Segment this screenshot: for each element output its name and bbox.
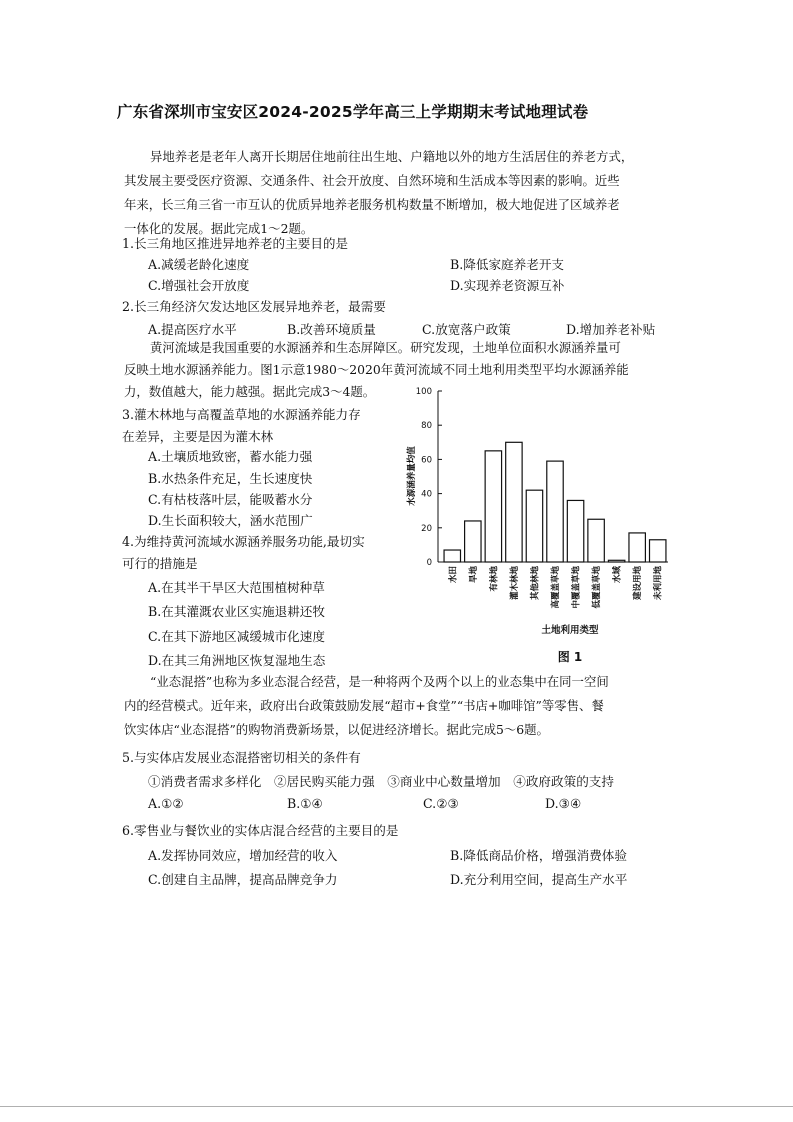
question-3-option-c[interactable]: C.有枯枝落叶层，能吸蓄水分 (148, 492, 313, 507)
passage-line: 异地养老是老年人离开长期居住地前往出生地、户籍地以外的地方生活居住的养老方式， (150, 149, 634, 164)
x-axis-label: 土地利用类型 (541, 625, 599, 636)
x-tick-label: 水域 (612, 566, 623, 584)
question-5-option-a[interactable]: A.①② (148, 796, 184, 811)
y-axis-label-group (406, 446, 417, 506)
passage-3 (124, 670, 609, 742)
passage-line: 其发展主要受医疗资源、交通条件、社会开放度、自然环境和生活成本等因素的影响。近些 (124, 173, 620, 188)
figure-caption: 图 1 (557, 650, 583, 664)
page-title: 广东省深圳市宝安区2024-2025学年高三上学期期末考试地理试卷 (117, 103, 589, 121)
y-axis-label: 水源涵养量均值 (407, 446, 417, 506)
passage-line: 力，数值越大，能力越强。据此完成3～4题。 (124, 384, 376, 399)
x-tick-label: 水田 (448, 566, 459, 584)
question-1-option-a[interactable]: A.减缓老龄化速度 (148, 257, 250, 272)
passage-line: “业态混搭”也称为多业态混合经营，是一种将两个及两个以上的业态集中在同一空间 (150, 674, 609, 689)
x-tick-label: 有林地 (489, 566, 500, 592)
question-4-option-a[interactable]: A.在其半干旱区大范围植树种草 (148, 580, 325, 595)
bars (444, 442, 666, 562)
passage-1 (124, 145, 633, 241)
stem-line: 可行的措施是 (122, 556, 198, 571)
question-5-option-b[interactable]: B.①④ (287, 796, 323, 811)
passage-line: 一体化的发展。据此完成1～2题。 (124, 221, 314, 236)
y-tick-label: 0 (426, 558, 432, 568)
y-tick-label: 80 (421, 421, 432, 432)
x-tick-label: 低覆盖草地 (592, 566, 603, 609)
question-3-option-b[interactable]: B.水热条件充足，生长速度快 (148, 471, 313, 486)
question-2-option-c[interactable]: C.放宽落户政策 (422, 322, 511, 337)
x-tick-label: 未利用地 (653, 566, 664, 601)
question-4-option-d[interactable]: D.在其三角洲地区恢复湿地生态 (148, 653, 326, 668)
bar (608, 560, 624, 562)
x-tick-label: 灌木林地 (509, 566, 520, 601)
question-3-option-a[interactable]: A.土壤质地致密，蓄水能力强 (148, 449, 313, 464)
question-5-option-d[interactable]: D.③④ (545, 796, 582, 811)
passage-line: 反映土地水源涵养能力。图1示意1980～2020年黄河流域不同土地利用类型平均水源涵养能 (124, 362, 629, 377)
question-6-option-b[interactable]: B.降低商品价格，增强消费体验 (450, 848, 627, 863)
question-4-stem (122, 531, 365, 575)
x-tick-label: 其他林地 (530, 566, 541, 601)
y-tick-label: 60 (421, 455, 432, 466)
stem-line: 4.为维持黄河流域水源涵养服务功能,最切实 (122, 534, 365, 549)
bar (547, 461, 563, 562)
question-1-stem: 1.长三角地区推进异地养老的主要目的是 (122, 236, 349, 251)
passage-line: 饮实体店“业态混搭”的购物消费新场景，以促进经济增长。据此完成5～6题。 (124, 722, 549, 737)
question-6-stem: 6.零售业与餐饮业的实体店混合经营的主要目的是 (122, 823, 399, 838)
x-tick-label: 高覆盖草地 (551, 566, 561, 609)
stem-line: 在差异，主要是因为灌木林 (122, 429, 274, 444)
passage-line: 年来，长三角三省一市互认的优质异地养老服务机构数量不断增加，极大地促进了区域养老 (124, 197, 620, 212)
question-5-option-c[interactable]: C.②③ (423, 796, 459, 811)
y-tick-label: 20 (421, 523, 432, 534)
question-4-option-b[interactable]: B.在其灌溉农业区实施退耕还牧 (148, 604, 325, 619)
bar (567, 500, 583, 562)
question-2-option-d[interactable]: D.增加养老补贴 (566, 322, 656, 337)
bar (485, 451, 501, 562)
question-2-option-b[interactable]: B.改善环境质量 (287, 322, 376, 337)
question-1-option-b[interactable]: B.降低家庭养老开支 (450, 257, 565, 272)
bar (629, 533, 645, 562)
passage-line: 内的经营模式。近年来，政府出台政策鼓励发展“超市+食堂”“书店+咖啡馆”等零售、餐 (124, 698, 604, 713)
y-tick-label: 100 (415, 387, 432, 397)
question-1-option-c[interactable]: C.增强社会开放度 (148, 278, 250, 293)
question-1-option-d[interactable]: D.实现养老资源互补 (450, 278, 565, 293)
bar (506, 442, 522, 562)
x-tick-labels (447, 566, 663, 610)
question-5-stem: 5.与实体店发展业态混搭密切相关的条件有 (122, 750, 361, 765)
bar (526, 490, 542, 562)
question-5-conditions: ①消费者需求多样化 ②居民购买能力强 ③商业中心数量增加 ④政府政策的支持 (148, 774, 614, 789)
x-tick-label: 旱地 (468, 566, 479, 584)
question-2-option-a[interactable]: A.提高医疗水平 (148, 322, 237, 337)
question-4-option-c[interactable]: C.在其下游地区减缓城市化速度 (148, 629, 325, 644)
x-tick-label: 建设用地 (633, 566, 644, 601)
bar (588, 519, 604, 562)
passage-line: 黄河流域是我国重要的水源涵养和生态屏障区。研究发现，土地单位面积水源涵养量可 (150, 340, 621, 355)
figure-1-chart (400, 380, 690, 670)
bar (465, 521, 481, 562)
question-6-option-c[interactable]: C.创建自主品牌，提高品牌竞争力 (148, 872, 338, 887)
question-3-option-d[interactable]: D.生长面积较大，涵水范围广 (148, 513, 313, 528)
question-6-option-d[interactable]: D.充分利用空间，提高生产水平 (450, 872, 628, 887)
page-bottom-rule (0, 1106, 793, 1107)
question-6-option-a[interactable]: A.发挥协同效应，增加经营的收入 (148, 848, 338, 863)
x-tick-label: 中覆盖草地 (571, 566, 582, 609)
question-3-stem (122, 404, 361, 448)
bar (444, 550, 460, 562)
question-2-stem: 2.长三角经济欠发达地区发展异地养老，最需要 (122, 299, 386, 314)
y-tick-label: 40 (421, 489, 432, 500)
bar (650, 540, 666, 562)
stem-line: 3.灌木林地与高覆盖草地的水源涵养能力存 (122, 407, 361, 422)
